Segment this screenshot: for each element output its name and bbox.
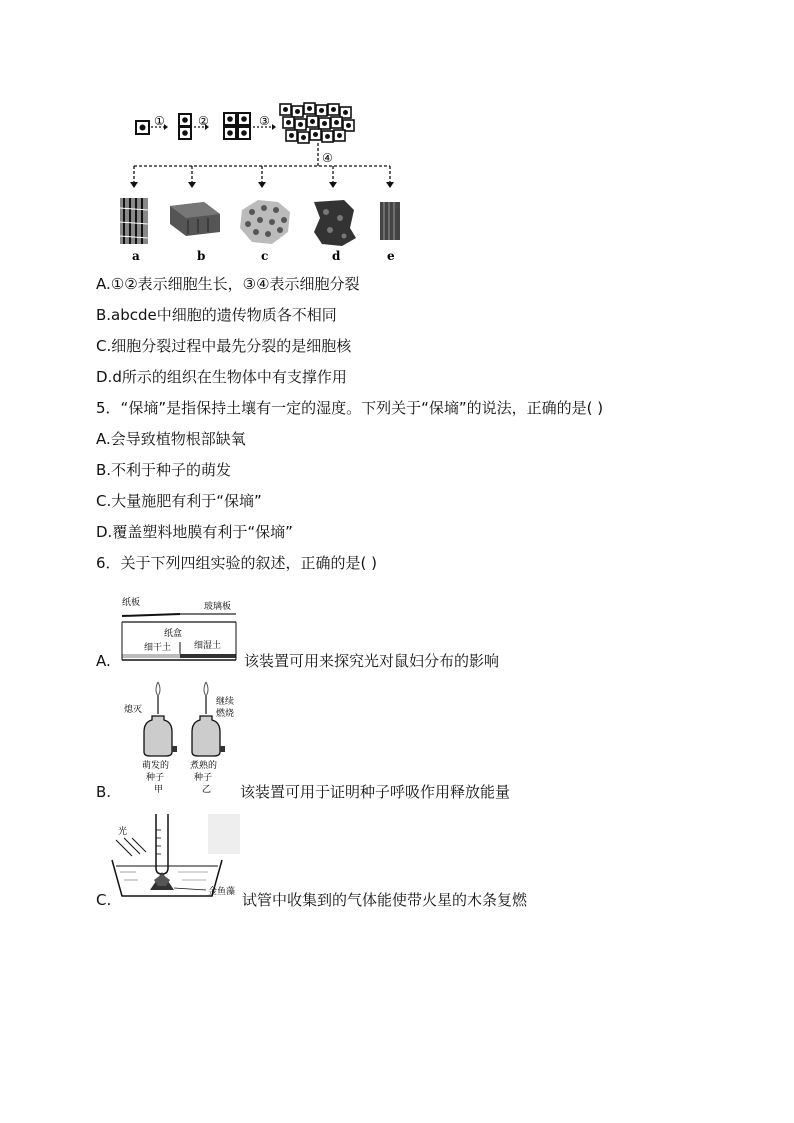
- step-4-label: ④: [322, 151, 333, 165]
- tissue-a: [120, 198, 148, 244]
- label-hornwort: 金鱼藻: [208, 887, 236, 897]
- tissue-b: [170, 202, 220, 236]
- single-cell: [136, 121, 149, 134]
- label-jia: 甲: [154, 785, 164, 795]
- label-seed-left: 种子: [146, 773, 165, 783]
- cell-division-figure: [118, 98, 418, 268]
- label-paper-board: 纸板: [122, 598, 141, 608]
- label-yi: 乙: [202, 785, 212, 795]
- label-boiled: 煮熟的: [190, 761, 218, 771]
- tissue-label-d: d: [332, 249, 341, 263]
- label-paper-box: 纸盒: [164, 629, 183, 639]
- label-extinguished: 熄灭: [124, 705, 143, 715]
- q6-option-b-text: 该装置可用于证明种子呼吸作用释放能量: [240, 783, 511, 801]
- q4-option-d: D.d所示的组织在生物体中有支撑作用: [96, 368, 347, 386]
- label-seed-right: 种子: [194, 773, 213, 783]
- photosynthesis-figure: [108, 810, 242, 902]
- q5-option-a: A.会导致植物根部缺氧: [96, 430, 246, 448]
- tissue-label-a: a: [132, 249, 140, 263]
- q4-option-b: B.abcde中细胞的遗传物质各不相同: [96, 306, 337, 324]
- woodlouse-box-figure: [118, 594, 240, 668]
- label-germinating: 萌发的: [142, 761, 170, 771]
- tissue-label-b: b: [197, 249, 206, 263]
- q6-option-a-text: 该装置可用来探究光对鼠妇分布的影响: [244, 652, 500, 670]
- tissue-c: [240, 200, 290, 244]
- tissue-d: [314, 200, 356, 246]
- q5-option-b: B.不利于种子的萌发: [96, 461, 232, 479]
- q6-option-c-text: 试管中收集到的气体能使带火星的木条复燃: [242, 891, 528, 909]
- step-2-label: ②: [198, 114, 209, 128]
- label-glass-board: 玻璃板: [204, 602, 232, 612]
- label-burn: 燃烧: [216, 709, 235, 719]
- label-wet-soil: 细湿土: [194, 641, 222, 651]
- q6-option-b-letter: B.: [96, 783, 112, 801]
- tissue-label-e: e: [387, 249, 395, 263]
- q5-stem: 5．“保墒”是指保持土壤有一定的湿度。下列关于“保墒”的说法，正确的是( ): [96, 399, 604, 417]
- q5-option-c: C.大量施肥有利于“保墒”: [96, 492, 262, 510]
- label-dry-soil: 细干土: [144, 643, 172, 653]
- tissue-e: [380, 202, 400, 240]
- cell-division-diagram: [118, 98, 418, 268]
- q6-option-c-letter: C.: [96, 891, 112, 909]
- step-3-label: ③: [259, 114, 270, 128]
- q6-stem: 6．关于下列四组实验的叙述，正确的是( ): [96, 554, 378, 572]
- label-continue: 继续: [216, 697, 235, 707]
- cell-cluster: [280, 103, 354, 143]
- q6-option-a-letter: A.: [96, 652, 111, 670]
- label-light: 光: [118, 827, 128, 837]
- seed-respiration-figure: [118, 680, 240, 800]
- four-cells: [224, 113, 250, 139]
- q5-option-d: D.覆盖塑料地膜有利于“保墒”: [96, 523, 293, 541]
- tissue-label-c: c: [261, 249, 269, 263]
- two-cells: [179, 114, 191, 139]
- step-1-label: ①: [154, 114, 165, 128]
- q4-option-a: A.①②表示细胞生长，③④表示细胞分裂: [96, 275, 360, 293]
- q4-option-c: C.细胞分裂过程中最先分裂的是细胞核: [96, 337, 352, 355]
